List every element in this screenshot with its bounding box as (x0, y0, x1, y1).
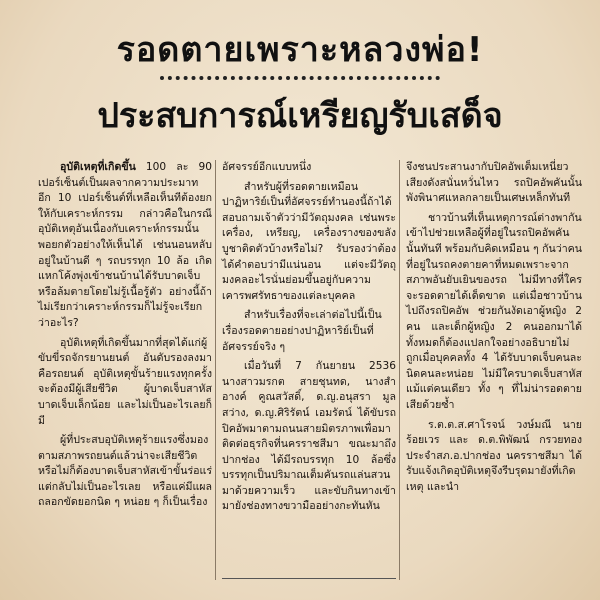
column-3-paragraph-2: ชาวบ้านที่เห็นเหตุการณ์ต่างพากันเข้าไปช่วยเหลือผู้ที่อยู่ในรถปิคอัพคันนั้นทันที พร้อมกับคิดเหมือน ๆ กันว่าคนที่อยู่ในรถคงตายคาที่หมดเพราะจากสภาพอันยับเยินของรถ ไม่มีทางที่ใครจะรอดตายได้เด็ดขาด แต่เมื่อชาวบ้านไปถึงรถปิคอัพ ช่วยกันงัดเอาผู้หญิง 2 คน และเด็กผู้หญิง 2 คนออกมาได้ทั้งหมดก็ต้องแปลกใจอย่างอธิบายไม่ถูกเมื่อบุคคลทั้ง 4 ได้รับบาดเจ็บคนละนิดคนละหน่อย ไม่มีใครบาดเจ็บสาหัสแม้แต่คนเดียว ทั้ง ๆ ที่ไม่น่ารอดตายเสียด้วยซ้ำ (406, 211, 582, 411)
column-1-paragraph-3: ผู้ที่ประสบอุบัติเหตุร้ายแรงซึ่งมองตามสภาพรถยนต์แล้วน่าจะเสียชีวิตหรือไม่ก็ต้องบาดเจ็บสาหัสเข้าขั้นร่อแร่ แต่กลับไม่เป็นอะไรเลย หรือแค่มีแผลถลอกขัดยอกนิด ๆ หน่อย ๆ ก็เป็นเรื่อง (38, 434, 213, 509)
column-3-paragraph-3: ร.ต.ต.ส.ศาโรจน์ วงษ์มณี นายร้อยเวร และ ด.ต.พิพัฒน์ กรวยทอง ประจำสภ.อ.ปากช่อง นครราชสีมา ได้รับแจ้งเกิดอุบัติเหตุจึงรีบรุดมายังที่เกิดเหตุ และนำ (406, 418, 582, 493)
column-2-paragraph-3: สำหรับเรื่องที่จะเล่าต่อไปนี้เป็นเรื่องรอดตายอย่างปาฏิหาริย์เป็นที่อัศจรรย์จริง ๆ (222, 309, 382, 353)
article-column-2 (222, 160, 396, 519)
paragraph-lead: อุบัติเหตุที่เกิดขึ้น (60, 161, 136, 173)
column-3-paragraph-1: จึงชนประสานงากับปิคอัพเต็มเหนี่ยวเสียงดังสนั่นหวั่นไหว รถปิคอัพคันนั้นพังพินาศแหลกลายเป็นเศษเหล็กทันที (406, 161, 582, 205)
article-column-1 (38, 160, 212, 515)
bottom-rule (222, 578, 396, 579)
article-headline: รอดตายเพราะหลวงพ่อ! (116, 30, 484, 70)
paragraph-text: 100 ละ 90 เปอร์เซ็นต์เป็นผลจากความประมาท อีก 10 เปอร์เซ็นต์ที่เหลือเห็นทีต้องยกให้กับเคราะห์กรรม กล่าวคือในกรณีอุบัติเหตุอันเนื่องกับเคราะห์กรรมนั้น พอยกตัวอย่างให้เห็นได้ เช่นนอนหลับอยู่ในบ้านดี ๆ รถบรรทุก 10 ล้อ เกิดแหกโค้งพุ่งเข้าชนบ้านได้รับบาดเจ็บหรือล้มตายโดยไม่รู้เนื้อรู้ตัว อย่างนี้ถ้าไม่เรียกว่าเคราะห์กรรมก็ไม่รู้จะเรียกว่าอะไร? (38, 161, 212, 329)
column-1-paragraph-1 (38, 160, 212, 332)
column-rule-2 (399, 160, 400, 580)
dotted-divider (160, 76, 440, 80)
column-2-paragraph-1: อัศจรรย์อีกแบบหนึ่ง (222, 161, 312, 173)
column-2-paragraph-4: เมื่อวันที่ 7 กันยายน 2536 นางสาวมรกต สายชุนทด, นางสำอางค์ คูณสวัสดิ์, ด.ญ.อนุสรา มูลสว่าง, ด.ญ.ศิริรัตน์ เอมรัตน์ ได้ขับรถปิคอัพมาตามถนนสายมิตรภาพเพื่อมาติดต่อธุรกิจที่นครราชสีมา ขณะมาถึงปากช่อง ได้มีรถบรรทุก 10 ล้อซึ่งบรรทุกเป็นปริมาณเต็มคันรถแล่นสวนมาด้วยความเร็ว และขับกินทางเข้ามายังช่องทางขวามืออย่างกะทันหัน (222, 360, 396, 513)
article-column-3 (406, 160, 582, 499)
column-2-paragraph-2: สำหรับผู้ที่รอดตายเหมือนปาฏิหาริย์เป็นที่อัศจรรย์ทำนองนี้ถ้าได้สอบถามเจ้าตัวว่ามีวัตถุมงคล เช่นพระเครื่อง, เหรียญ, เครื่องรางของขลังบูชาติดตัวบ้างหรือไม่? รับรองว่าต้องได้คำตอบว่ามีแน่นอน แต่จะมีวัตถุมงคลอะไรนั่นย่อมขึ้นอยู่กับความเคารพศรัทธาของแต่ละบุคคล (222, 180, 396, 302)
column-1-paragraph-2: อุบัติเหตุที่เกิดขึ้นมากที่สุดได้แก่ผู้ขับขี่รถจักรยานยนต์ อันดับรองลงมาคือรถยนต์ อุบัติเหตุขั้นร้ายแรงทุกครั้งจะต้องมีผู้เสียชีวิต ผู้บาดเจ็บสาหัส บาดเจ็บเล็กน้อย และไม่เป็นอะไรเลยก็มี (38, 336, 212, 427)
column-rule-1 (215, 160, 216, 580)
article-subheadline: ประสบการณ์เหรียญรับเสด็จ (97, 96, 503, 136)
